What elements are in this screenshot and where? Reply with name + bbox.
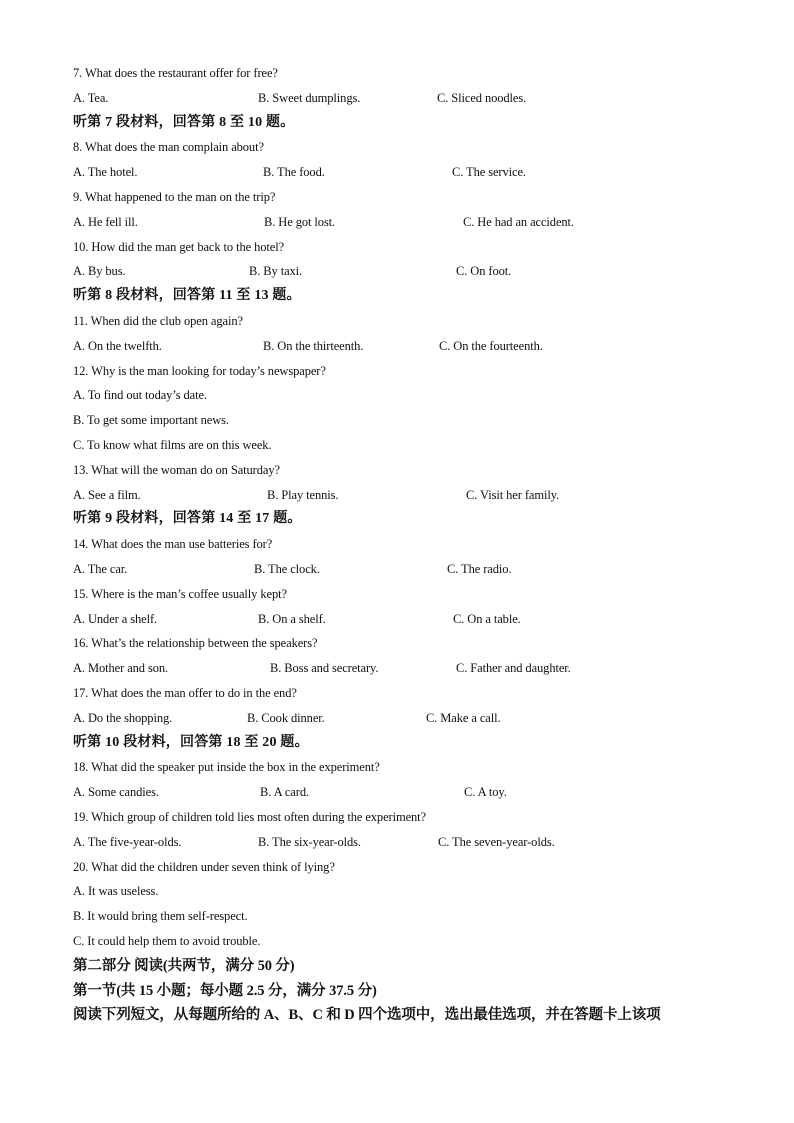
answer-option: A. The hotel.	[73, 165, 138, 180]
question-text: 16. What’s the relationship between the speakers?	[73, 636, 318, 651]
question-text: A. It was useless.	[73, 884, 159, 899]
answer-option: A. The car.	[73, 562, 128, 576]
answer-option: C. Sliced noodles.	[437, 90, 527, 105]
question-text: 17. What does the man offer to do in the end?	[73, 686, 297, 700]
answer-option: B. Play tennis.	[267, 487, 339, 502]
section-instruction: 听第 9 段材料，回答第 14 至 17 题。	[73, 511, 302, 527]
answer-option: B. Boss and secretary.	[270, 661, 379, 676]
answer-option: C. Make a call.	[426, 710, 501, 725]
question-text: 13. What will the woman do on Saturday?	[73, 462, 280, 477]
answer-option: B. By taxi.	[249, 264, 303, 279]
answer-option: B. The six-year-olds.	[258, 834, 361, 849]
question-text: 12. Why is the man looking for today’s newspaper?	[73, 363, 326, 378]
answer-options	[73, 784, 723, 800]
answer-option: C. On the fourteenth.	[439, 338, 543, 353]
answer-option: C. A toy.	[464, 785, 507, 800]
question-text: A. To find out today’s date.	[73, 388, 207, 403]
answer-option: B. On a shelf.	[258, 611, 326, 626]
question-text: 9. What happened to the man on the trip?	[73, 190, 276, 204]
answer-option: C. Father and daughter.	[456, 661, 571, 676]
question-text: 18. What did the speaker put inside the box in the experiment?	[73, 760, 380, 775]
answer-option: A. Tea.	[73, 90, 109, 105]
answer-option: A. He fell ill.	[73, 214, 138, 229]
answer-options	[73, 710, 723, 726]
part-heading: 第一节(共 15 小题；每小题 2.5 分，满分 37.5 分)	[73, 982, 377, 999]
question-text: 15. Where is the man’s coffee usually kept?	[73, 586, 287, 601]
answer-options	[73, 834, 723, 850]
answer-option: A. Under a shelf.	[73, 611, 158, 626]
answer-option: C. On foot.	[456, 264, 512, 279]
answer-option: C. Visit her family.	[466, 487, 560, 502]
question-text: 14. What does the man use batteries for?	[73, 537, 273, 552]
answer-option: A. See a film.	[73, 487, 141, 502]
answer-option: B. Sweet dumplings.	[258, 90, 361, 105]
answer-option: C. The seven-year-olds.	[438, 834, 555, 849]
answer-option: A. Mother and son.	[73, 661, 169, 676]
answer-option: B. Cook dinner.	[247, 710, 325, 725]
answer-option: C. He had an accident.	[463, 214, 574, 229]
answer-option: A. The five-year-olds.	[73, 834, 182, 849]
question-text: 7. What does the restaurant offer for free?	[73, 66, 278, 80]
answer-options	[73, 263, 723, 279]
question-text: 8. What does the man complain about?	[73, 140, 264, 155]
answer-option: B. The clock.	[254, 562, 320, 576]
section-instruction: 听第 7 段材料，回答第 8 至 10 题。	[73, 114, 295, 130]
answer-options	[73, 90, 723, 106]
answer-options	[73, 660, 723, 676]
part-heading: 第二部分 阅读(共两节，满分 50 分)	[73, 957, 295, 974]
answer-option: A. On the twelfth.	[73, 338, 162, 353]
question-text: C. To know what films are on this week.	[73, 438, 272, 452]
answer-option: A. Some candies.	[73, 785, 159, 800]
answer-option: A. Do the shopping.	[73, 710, 173, 725]
answer-options	[73, 214, 723, 230]
question-text: B. To get some important news.	[73, 413, 229, 428]
answer-option: A. By bus.	[73, 264, 126, 279]
answer-options	[73, 487, 723, 503]
question-text: 20. What did the children under seven think of lying?	[73, 859, 335, 874]
section-instruction: 听第 8 段材料，回答第 11 至 13 题。	[73, 288, 301, 304]
question-text: 11. When did the club open again?	[73, 314, 243, 328]
question-text: C. It could help them to avoid trouble.	[73, 934, 261, 948]
answer-option: B. On the thirteenth.	[263, 338, 364, 353]
question-text: B. It would bring them self-respect.	[73, 909, 248, 924]
part-heading: 阅读下列短文，从每题所给的 A、B、C 和 D 四个选项中，选出最佳选项，并在答题卡上该项	[73, 1007, 661, 1024]
answer-option: C. The service.	[452, 165, 526, 180]
answer-option: B. The food.	[263, 165, 325, 180]
answer-option: C. The radio.	[447, 562, 512, 576]
answer-options	[73, 338, 723, 354]
answer-option: B. A card.	[260, 785, 309, 800]
answer-option: B. He got lost.	[264, 214, 336, 229]
answer-option: C. On a table.	[453, 611, 521, 626]
answer-options	[73, 561, 723, 577]
answer-options	[73, 164, 723, 180]
question-text: 10. How did the man get back to the hotel?	[73, 239, 285, 254]
question-text: 19. Which group of children told lies most often during the experiment?	[73, 810, 427, 824]
answer-options	[73, 611, 723, 627]
section-instruction: 听第 10 段材料，回答第 18 至 20 题。	[73, 734, 309, 750]
